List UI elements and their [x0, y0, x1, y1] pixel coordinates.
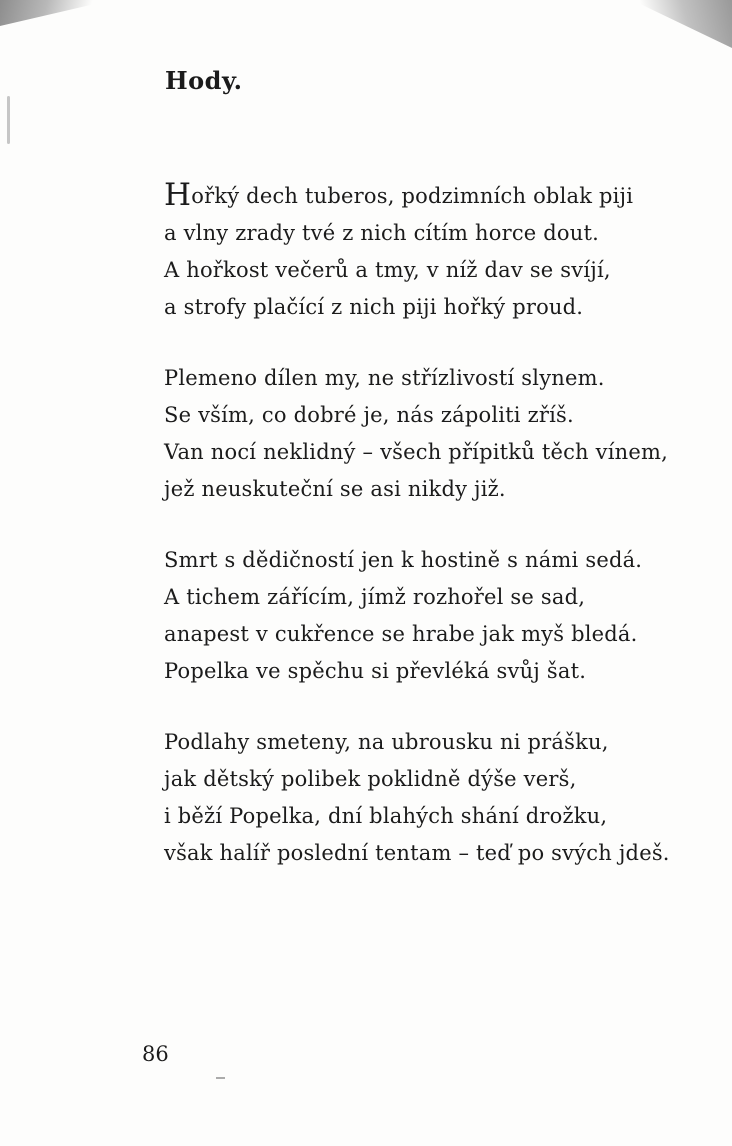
poem-line: a vlny zrady tvé z nich cítím horce dout. — [164, 221, 600, 245]
poem-line: Se vším, co dobré je, nás zápoliti zříš. — [164, 403, 574, 427]
scan-artifact-top-right — [632, 0, 732, 48]
poem-title: Hody. — [165, 66, 243, 95]
stanza-4 — [164, 724, 670, 872]
page-number: 86 — [142, 1042, 169, 1066]
scan-artifact-top-left — [0, 0, 112, 26]
stanza-2 — [164, 360, 670, 508]
poem-body — [164, 178, 670, 872]
poem-line: Podlahy smeteny, na ubrousku ni prášku, — [164, 730, 609, 754]
poem-line: Smrt s dědičností jen k hostině s námi sedá. — [164, 548, 643, 572]
poem-line: a strofy plačící z nich piji hořký proud. — [164, 295, 584, 319]
poem-line: Plemeno dílen my, ne střízlivostí slynem. — [164, 366, 605, 390]
poem-line: anapest v cukřence se hrabe jak myš bledá. — [164, 622, 638, 646]
poem-line: A tichem zářícím, jímž rozhořel se sad, — [164, 585, 586, 609]
poem-line: jak dětský polibek poklidně dýše verš, — [164, 767, 577, 791]
poem-line: i běží Popelka, dní blahých shání drožku, — [164, 804, 608, 828]
drop-cap-letter: H — [164, 177, 192, 213]
poem-line: Popelka ve spěchu si převléká svůj šat. — [164, 659, 587, 683]
poem-line: však halíř poslední tentam – teď po svých jdeš. — [164, 841, 670, 865]
poem-line: jež neuskuteční se asi nikdy již. — [164, 477, 506, 501]
poem-line-text: ořký dech tuberos, podzimních oblak piji — [191, 184, 634, 208]
stanza-1 — [164, 178, 670, 326]
scan-artifact-mark — [216, 1077, 225, 1079]
scan-artifact-left-edge — [7, 96, 10, 144]
stanza-3 — [164, 542, 670, 690]
poem-line — [164, 178, 670, 215]
poem-line: A hořkost večerů a tmy, v níž dav se svíjí, — [164, 258, 611, 282]
poem-line: Van nocí neklidný – všech přípitků těch vínem, — [164, 440, 668, 464]
